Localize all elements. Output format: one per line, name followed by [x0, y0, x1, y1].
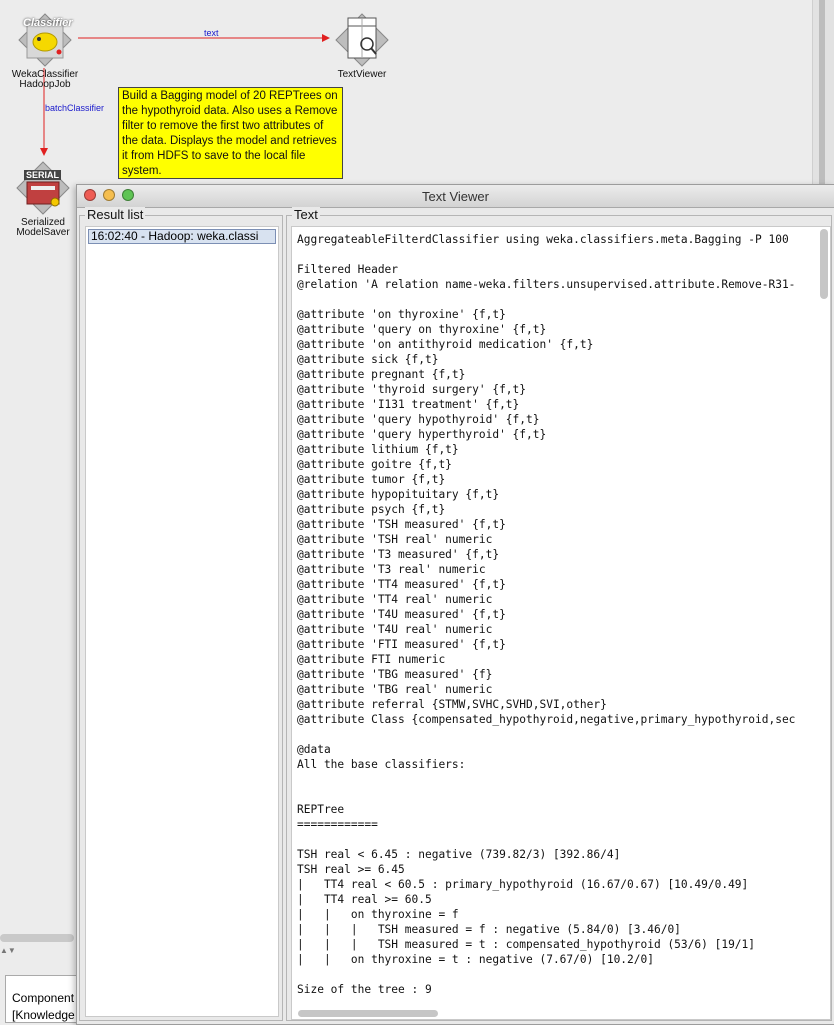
text-viewer-icon — [334, 12, 390, 68]
knowledge-label: [Knowledge — [12, 1008, 75, 1022]
text-connection-label: text — [204, 28, 219, 38]
bottom-scrollbar[interactable] — [0, 934, 74, 942]
classifier-badge: Classifier — [23, 17, 73, 29]
text-panel-title: Text — [294, 207, 318, 222]
classifier-hadoop-icon — [17, 12, 73, 68]
text-panel — [286, 207, 832, 1021]
result-list-panel — [79, 207, 283, 1021]
text-horizontal-scrollbar[interactable] — [298, 1010, 438, 1017]
component-panel — [5, 975, 80, 1023]
window-title: Text Viewer — [422, 189, 489, 204]
description-note[interactable]: Build a Bagging model of 20 REPTrees on the hypothyroid data. Also uses a Remove filter to remove the first two attributes of the data. Displays the model and retrieves it from HDFS to save to the local file system. — [118, 87, 343, 179]
text-viewer-label: TextViewer — [337, 69, 387, 80]
component-label: Component — [12, 991, 75, 1005]
serial-badge: SERIAL — [26, 170, 60, 180]
result-list-item[interactable]: 16:02:40 - Hadoop: weka.classi — [88, 229, 276, 244]
text-vertical-scrollbar[interactable] — [820, 229, 828, 299]
window-titlebar[interactable] — [77, 185, 834, 208]
batch-connection-label: batchClassifier — [45, 103, 105, 113]
serialized-saver-label: Serialized ModelSaver — [16, 217, 70, 238]
weka-classifier-label: WekaClassifier HadoopJob — [11, 69, 79, 90]
weka-classifier-hadoop-job-node[interactable] — [0, 12, 95, 90]
text-output-content[interactable]: AggregateableFilterdClassifier using weka.classifiers.meta.Bagging -P 100 Filtered Header @relation 'A relation name-weka.filters.unsupervised.attribute.Remove-R31- @attribute 'on thyroxine' {f,t} @attribute 'query on thyroxine' {f,t} @attribute 'on antithyroid medication' {f,t} @attribute sick {f,t} @attribute pregnant {f,t} @attribute 'thyroid surgery' {f,t} @attribute 'I131 treatment' {f,t} @attribute 'query hypothyroid' {f,t} @attribute 'query hyperthyroid' {f,t} @attribute lithium {f,t} @attribute goitre {f,t} @attribute tumor {f,t} @attribute hypopituitary {f,t} @attribute psych {f,t} @attribute 'TSH measured' {f,t} @attribute 'TSH real' numeric @attribute 'T3 measured' {f,t} @attribute 'T3 real' numeric @attribute 'TT4 measured' {f,t} @attribute 'TT4 real' numeric @attribute 'T4U measured' {f,t} @attribute 'T4U real' numeric @attribute 'FTI measured' {f,t} @attribute FTI numeric @attribute 'TBG measured' {f} @attribute 'TBG real' numeric @attribute referral {STMW,SVHC,SVHD,SVI,other} @attribute Class {compensated_hypothyroid,negative,primary_hypothyroid,sec @data All the base classifiers: REPTree ============ TSH real < 6.45 : negative (739.82/3) [392.86/4] TSH real >= 6.45 | TT4 real < 60.5 : primary_hypothyroid (16.67/0.67) [10.49/0.49] | TT4 real >= 60.5 | | on thyroxine = f | | | TSH measured = f : negative (5.84/0) [3.46/0] | | | TSH measured = t : compensated_hypothyroid (53/6) [19/1] | | on thyroxine = t : negative (7.67/0) [10.2/0] Size of the tree : 9 — [297, 233, 796, 996]
split-arrows-icon[interactable]: ▲▼ — [0, 946, 16, 955]
text-viewer-node[interactable] — [312, 12, 412, 80]
result-list-title: Result list — [87, 207, 144, 222]
text-output-area[interactable] — [291, 226, 831, 1020]
serialized-saver-icon — [15, 160, 71, 216]
batch-connection-arrowhead — [40, 148, 48, 156]
text-viewer-window[interactable] — [76, 184, 834, 1025]
result-list-box[interactable] — [85, 226, 279, 1017]
